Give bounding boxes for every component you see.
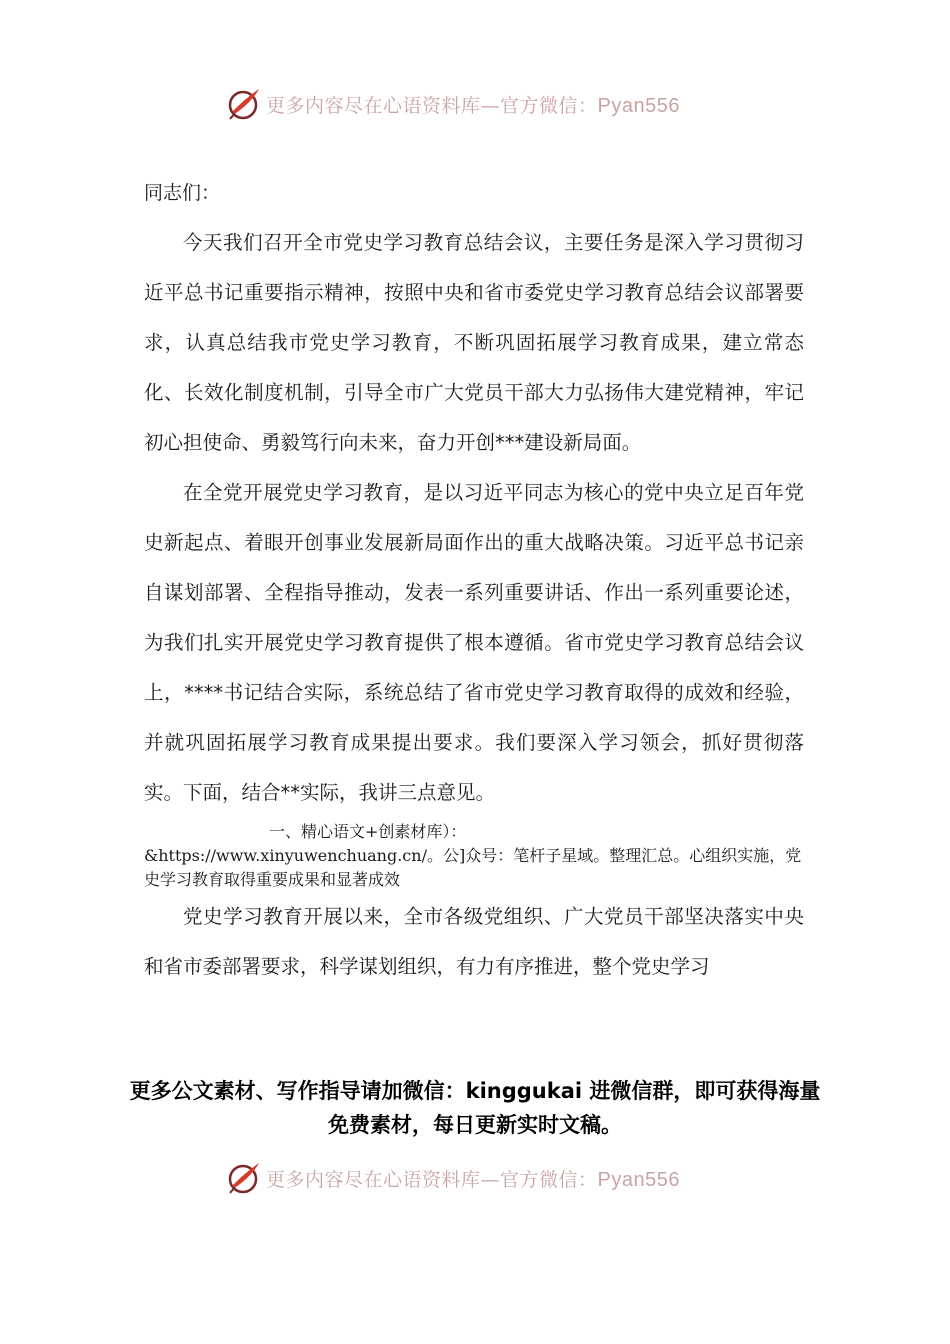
header-watermark [226,84,680,124]
paragraph-3: 党史学习教育开展以来，全市各级党组织、广大党员干部坚决落实中央和省市委部署要求，科学谋划组织，有力有序推进，整个党史学习 [144,905,804,978]
watermark-wechat-id: Pyan556 [597,1168,680,1191]
watermark-text [266,91,680,118]
paragraph-1: 今天我们召开全市党史学习教育总结会议，主要任务是深入学习贯彻习近平总书记重要指示精神，按照中央和省市委党史学习教育总结会议部署要求，认真总结我市党史学习教育，不断巩固拓展学习教育成果，建立常态化、长效化制度机制，引导全市广大党员干部大力弘扬伟大建党精神，牢记初心担使命、勇毅笃行向未来，奋力开创***建设新局面。 [144,231,804,454]
section-heading-lead: 一、精心语文+创素材库）： [269,822,467,841]
section-heading-note [144,820,804,892]
watermark-label: 更多内容尽在心语资料库—官方微信： [266,1168,598,1191]
greeting: 同志们： [144,182,221,204]
watermark-label: 更多内容尽在心语资料库—官方微信： [266,94,598,117]
promo-text: 更多公文素材、写作指导请加微信：kinggukai 进微信群，即可获得海量免费素材，每日更新实时文稿。 [129,1079,821,1137]
quill-logo-icon [226,1160,262,1196]
document-body [144,168,804,992]
section-heading-body: &https://www.xinyuwenchuang.cn/。公]众号：笔杆子星域。整理汇总。心组织实施，党史学习教育取得重要成果和显著成效 [144,846,802,889]
footer-watermark [226,1158,680,1198]
quill-logo-icon [226,86,262,122]
watermark-text [266,1165,680,1192]
paragraph-2: 在全党开展党史学习教育，是以习近平同志为核心的党中央立足百年党史新起点、着眼开创事业发展新局面作出的重大战略决策。习近平总书记亲自谋划部署、全程指导推动，发表一系列重要讲话、作出一系列重要论述，为我们扎实开展党史学习教育提供了根本遵循。省市党史学习教育总结会议上，****书记结合实际，系统总结了省市党史学习教育取得的成效和经验，并就巩固拓展学习教育成果提出要求。我们要深入学习领会，抓好贯彻落实。下面，结合**实际，我讲三点意见。 [144,481,804,804]
watermark-wechat-id: Pyan556 [597,94,680,117]
